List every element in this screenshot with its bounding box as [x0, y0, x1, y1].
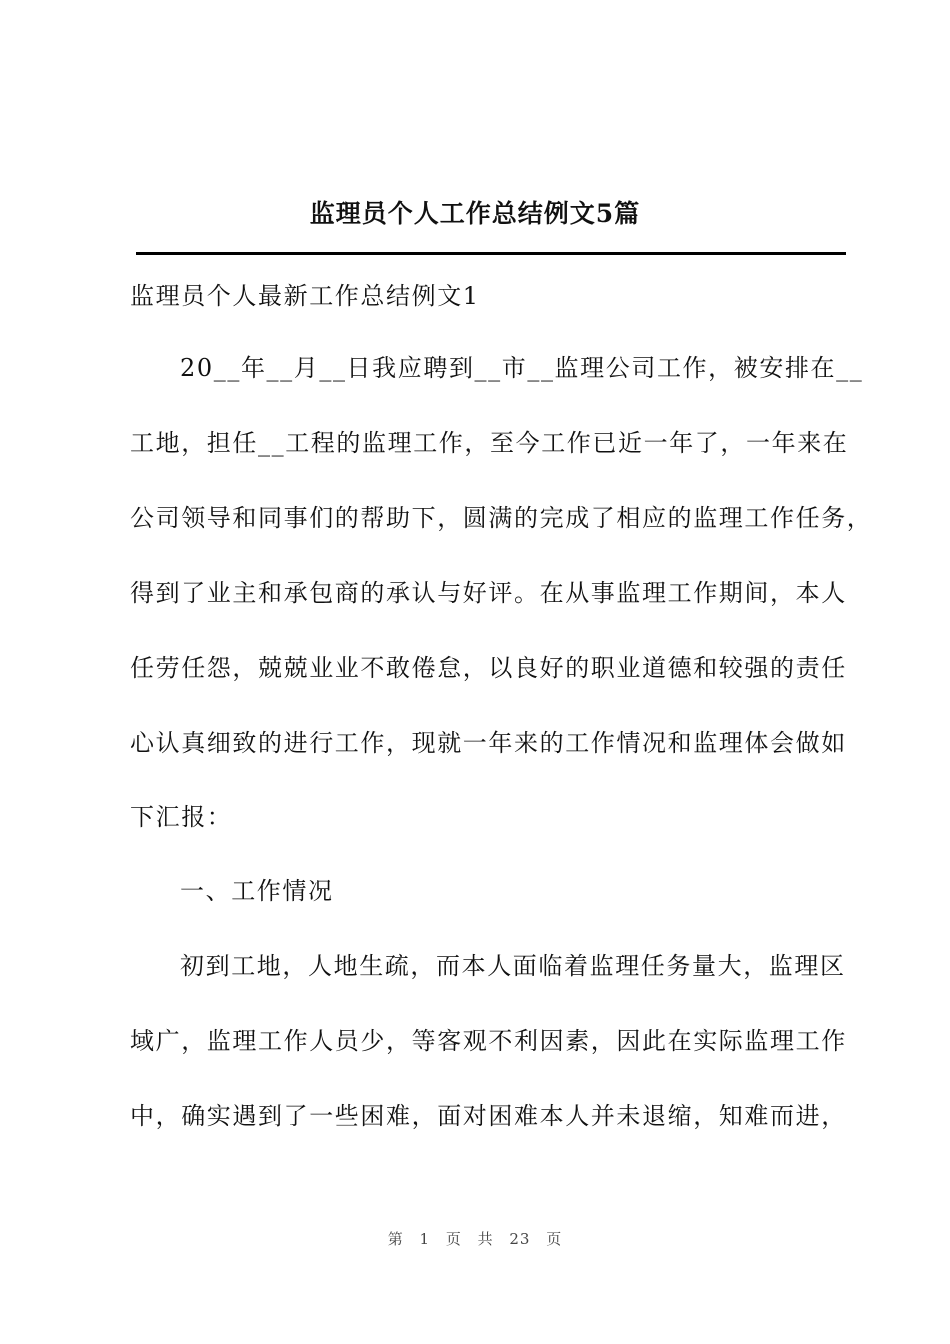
paragraph-2-line-3: 中，确实遇到了一些困难，面对困难本人并未退缩，知难而进， [130, 1102, 847, 1130]
paragraph-2-line-1: 初到工地，人地生疏，而本人面临着监理任务量大，监理区 [180, 952, 846, 980]
paragraph-1-line-2: 工地，担任__工程的监理工作，至今工作已近一年了，一年来在 [130, 429, 849, 457]
paragraph-1-line-1: 20__年__月__日我应聘到__市__监理公司工作，被安排在__ [180, 354, 864, 382]
page-number-footer: 第 1 页 共 23 页 [387, 1230, 563, 1248]
paragraph-1-line-5: 任劳任怨，兢兢业业不敢倦怠，以良好的职业道德和较强的责任 [130, 654, 847, 682]
paragraph-2-line-2: 域广，监理工作人员少，等客观不利因素，因此在实际监理工作 [130, 1027, 847, 1055]
document-title: 监理员个人工作总结例文5篇 [309, 199, 641, 228]
article-subtitle: 监理员个人最新工作总结例文1 [130, 282, 480, 310]
paragraph-1-line-7: 下汇报： [130, 803, 233, 831]
paragraph-1-line-6: 心认真细致的进行工作，现就一年来的工作情况和监理体会做如 [130, 729, 847, 757]
paragraph-1-line-3: 公司领导和同事们的帮助下，圆满的完成了相应的监理工作任务， [130, 504, 873, 532]
paragraph-1-line-4: 得到了业主和承包商的承认与好评。在从事监理工作期间，本人 [130, 579, 847, 607]
section-heading: 一、工作情况 [180, 877, 334, 905]
title-divider [136, 252, 846, 255]
